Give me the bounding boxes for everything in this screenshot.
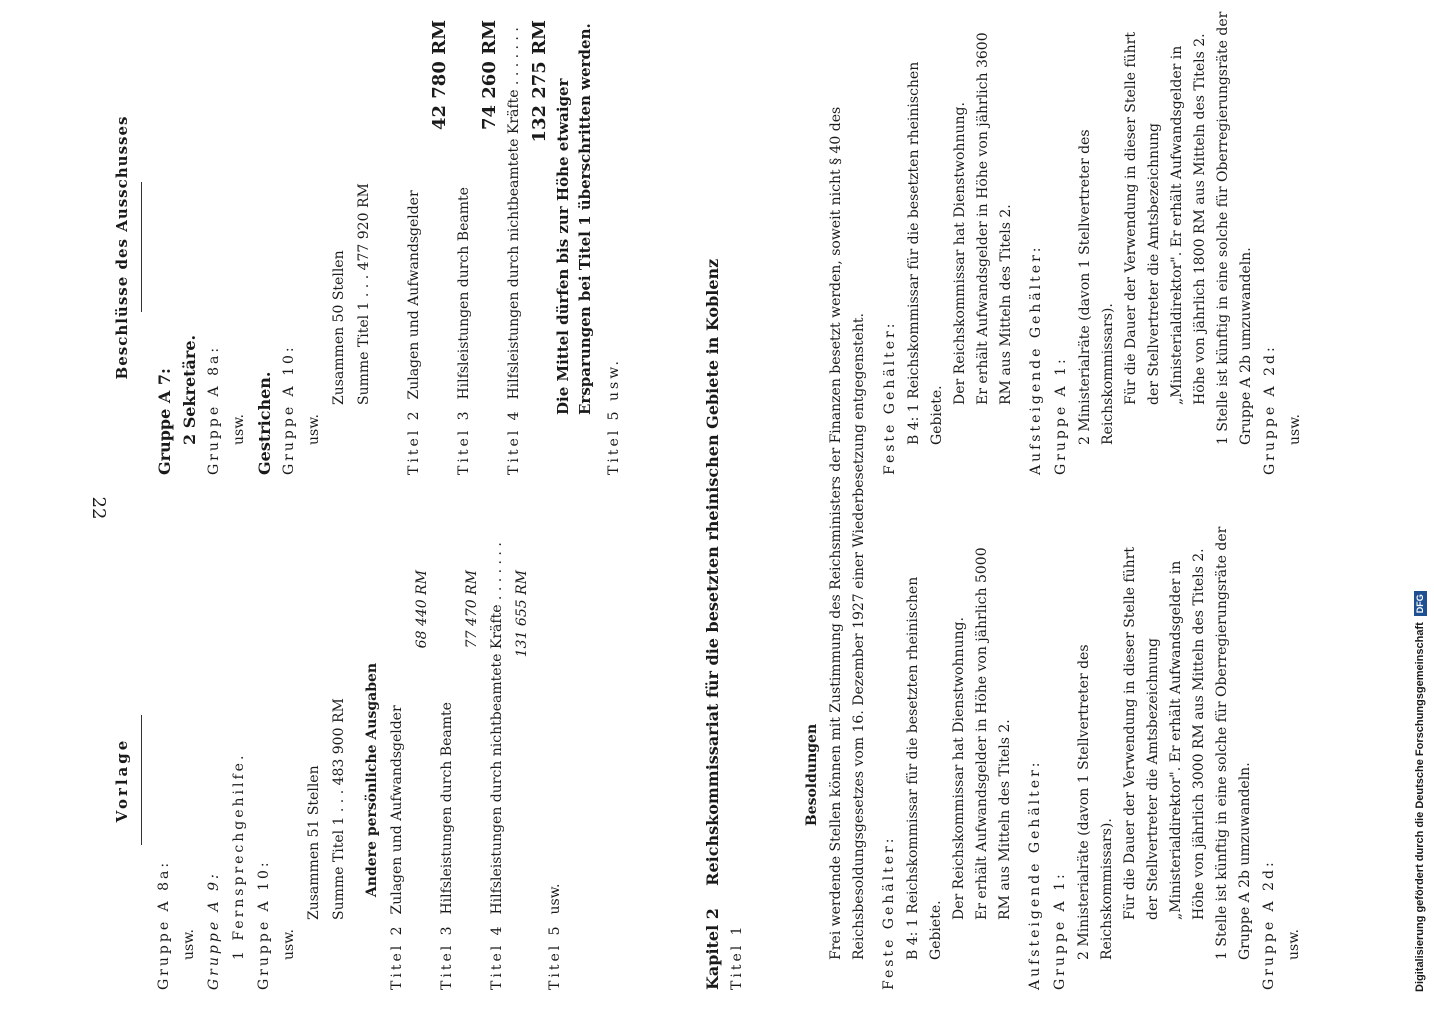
future-line: 1 Stelle ist künftig in eine solche für Oberregierungsräte der Gruppe A 2b umzuwandeln. [1215, 11, 1254, 445]
title-row [385, 570, 435, 990]
fixed-salaries: Feste Gehälter: [881, 835, 897, 990]
digitization-text: Digitalisierung gefördert durch die Deutsche Forschungsgemeinschaft [1414, 622, 1426, 992]
ministerial-line: 2 Ministerialräte (davon 1 Stellvertreter des Reichskommissars). [1076, 644, 1115, 960]
title-amount: 74 260 RM [479, 20, 500, 131]
overspend-note: Die Mittel dürfen bis zur Höhe etwaiger Ersparungen bei Titel 1 überschritten werden. [554, 23, 594, 415]
secretaries-line: 2 Sekretäre. [180, 334, 199, 445]
ministerial-line: 2 Ministerialräte (davon 1 Stellvertreter des Reichskommissars). [1077, 129, 1116, 445]
struck-label: Gestrichen. [255, 371, 274, 475]
title-label: Titel 3 [439, 923, 455, 990]
vorlage-column [110, 542, 568, 990]
title-row [502, 20, 552, 475]
title-row [402, 20, 452, 475]
title-text: Hilfsleistungen durch nichtbeamtete Kräfte . . . . . . . [489, 542, 505, 915]
title-label: Titel 4 [489, 923, 505, 990]
group-a2d: Gruppe A 2d: [1262, 344, 1278, 475]
group-line: usw. [281, 929, 297, 960]
digitization-note [1412, 12, 1428, 992]
sum-line: Summe Titel 1 . . . 477 920 RM [356, 183, 372, 405]
fixed-salaries: Feste Gehälter: [882, 320, 898, 475]
title-text: Zulagen und Aufwandsgelder [389, 705, 405, 915]
allowance-line: Er erhält Aufwandsgelder in Höhe von jährlich 5000 RM aus Mitteln des Titels 2. [974, 547, 1013, 920]
group-line: usw. [231, 414, 247, 445]
group-line: Gruppe A 8a: [156, 859, 172, 990]
chapter-title1: Titel 1 [729, 923, 745, 990]
title-amount: 132 275 RM [529, 20, 550, 143]
chapter-title: Reichskommissariat für die besetzten rheinischen Gebiete in Koblenz [703, 258, 722, 886]
other-heading: Andere persönliche Ausgaben [364, 662, 380, 898]
title-row [452, 20, 502, 475]
title-label: Titel 2 [389, 923, 405, 990]
chapter-header [700, 120, 750, 990]
future-line: 1 Stelle ist künftig in eine solche für Oberregierungsräte der Gruppe A 2b umzuwandeln. [1214, 526, 1253, 960]
page-number: 22 [88, 496, 109, 520]
rising-salaries: Aufsteigende Gehälter: [1028, 244, 1044, 475]
duration-line: Für die Dauer der Verwendung in dieser Stelle führt der Stellvertreter die Amtsbezeichnung „Ministerialdirektor". Er erhält Aufwandsgelder in Höhe von jährlich 3000 RM aus Mitteln des Titels 2. [1122, 547, 1207, 920]
duration-line: Für die Dauer der Verwendung in dieser Stelle führt der Stellvertreter die Amtsbezeichnung „Ministerialdirektor". Er erhält Aufwandsgelder in Höhe von jährlich 1800 RM aus Mitteln des Titels 2. [1123, 32, 1208, 405]
heading-rule [141, 715, 142, 845]
group-line: Gruppe A 10: [281, 344, 297, 475]
dfg-logo-icon: DFG [1414, 591, 1427, 616]
title-text: Hilfsleistungen durch Beamte [439, 702, 455, 915]
group-a1: Gruppe A 1: [1052, 871, 1068, 990]
group-line: 1 Fernsprechgehilfe. [231, 752, 247, 960]
group-line: Gruppe A 10: [256, 859, 272, 990]
title-row [543, 570, 568, 990]
vorlage-heading: Vorlage [113, 737, 131, 823]
beschluesse-column [110, 20, 627, 475]
group-line: usw. [306, 414, 322, 445]
usw-line: usw. [1287, 414, 1303, 445]
together-line: Zusammen 51 Stellen [306, 765, 322, 920]
title-text: Zulagen und Aufwandsgelder [406, 190, 422, 400]
title-label: Titel 2 [406, 408, 422, 475]
title5-line: Titel 5 usw. [606, 358, 622, 475]
title-row [435, 570, 485, 990]
group-line: Gruppe A 9: [206, 871, 222, 990]
allowance-line: Er erhält Aufwandsgelder in Höhe von jährlich 3600 RM aus Mitteln des Titels 2. [975, 32, 1014, 405]
title-label: Titel 4 [506, 408, 522, 475]
title-text: usw. [547, 883, 563, 915]
title-amount: 131 655 RM [514, 570, 530, 658]
residence-line: Der Reichskommissar hat Dienstwohnung. [952, 102, 968, 405]
group-a1: Gruppe A 1: [1053, 356, 1069, 475]
beschluesse-chapter2-column [800, 10, 1308, 475]
b4-line: B 4: 1 Reichskommissar für die besetzten rheinischen Gebiete. [906, 61, 945, 445]
residence-line: Der Reichskommissar hat Dienstwohnung. [951, 617, 967, 920]
group-a7: Gruppe A 7: [155, 368, 174, 475]
heading-rule [141, 183, 142, 313]
title-text: Hilfsleistungen durch nichtbeamtete Kräfte . . . . . . . [506, 27, 522, 400]
intro-text: Frei werdende Stellen können mit Zustimmung des Reichsministers der Finanzen besetzt werden, soweit nicht § 40 des Reichsbesoldungsgesetzes vom 16. Dezember 1927 einer Wiederbesetzung entgegensteht. [828, 106, 867, 960]
title-amount: 68 440 RM [414, 570, 430, 649]
rising-salaries: Aufsteigende Gehälter: [1027, 759, 1043, 990]
together-line: Zusammen 50 Stellen [331, 250, 347, 405]
title-text: Hilfsleistungen durch Beamte [456, 187, 472, 400]
group-line: usw. [181, 929, 197, 960]
group-line: Gruppe A 8a: [206, 344, 222, 475]
title-amount: 42 780 RM [429, 20, 450, 131]
title-amount: 77 470 RM [464, 570, 480, 649]
chapter-label: Kapitel 2 [703, 908, 722, 990]
beschluesse-heading: Beschlüsse des Ausschusses [113, 115, 131, 380]
title-label: Titel 5 [547, 923, 563, 990]
sum-line: Summe Titel 1 . . . 483 900 RM [331, 698, 347, 920]
title-row [485, 542, 535, 990]
title-label: Titel 3 [456, 408, 472, 475]
usw-line: usw. [1286, 929, 1302, 960]
group-a2d: Gruppe A 2d: [1261, 859, 1277, 990]
b4-line: B 4: 1 Reichskommissar für die besetzten rheinischen Gebiete. [905, 576, 944, 960]
subheading: Besoldungen [804, 723, 820, 827]
